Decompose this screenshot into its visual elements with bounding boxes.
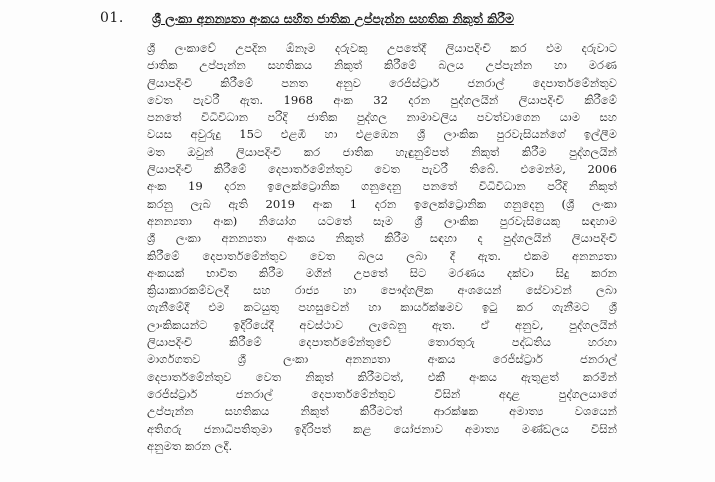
paragraph-line: ලියාපදිංචි කිරීමේ දෙපාර්තමේන්තුව වෙත පැවරී තිබේ. එමෙන්ම, 2006 bbox=[147, 162, 617, 177]
paragraph-line: ශ්‍රී ලංකා අනන්‍යතා අංකය නිකුත් කිරීම සඳහා ද පුද්ගලයින් ලියාපදිංචි bbox=[147, 231, 617, 246]
paragraph-line: රෙජිස්ට්‍රාර් ජනරාල් දෙපාර්තමේන්තුව විසින් අදාළ පුද්ගලයාගේ bbox=[147, 386, 617, 401]
paragraph-line: ගැනීමේදී එම කටයුතු පහසුවෙන් හා කාර්යක්ෂමව ඉටු කර ගැනීමට ශ්‍රී bbox=[147, 300, 617, 315]
paragraph-line: වෙත පැවරී ඇත. 1968 අංක 32 දරන පුද්ගලයින් ලියාපදිංචි කිරීමේ bbox=[147, 92, 617, 107]
paragraph-line: මාර්ගගතව ශ්‍රී ලංකා අනන්‍යතා අංකය රෙජිස්ට්‍රාර් ජනරාල් bbox=[147, 352, 617, 367]
paragraph-line: කරනු ලැබ ඇති 2019 අංක 1 දරන ඉලෙක්ට්‍රොනික ගනුදෙනු (ශ්‍රී ලංකා bbox=[147, 196, 617, 211]
paragraph-line: ලියාපදිංචි කිරීමේ දෙපාර්තමේන්තුවේ තොරතුරු පද්ධතිය හරහා bbox=[147, 335, 617, 350]
paragraph-line: ලාංකිකයන්ට ඉදිරියේදී අවස්ථාව ලැබෙනු ඇත. ඒ අනුව, පුද්ගලයින් bbox=[147, 317, 617, 332]
paragraph-line: අංක 19 දරන ඉලෙක්ට්‍රොනික ගනුදෙනු පනතේ විධිවිධාන පරිදි නිකුත් bbox=[147, 179, 617, 194]
item-title: ශ්‍රී ලංකා අනන්‍යතා අංකය සහිත ජාතික උප්පැන්න සහතික නිකුත් කිරීම bbox=[152, 11, 514, 26]
paragraph-line: ජාතික උප්පැන්න සහතිකය නිකුත් කිරීමේ බලය උප්පැන්න හා මරණ bbox=[147, 58, 617, 73]
item-number: 01. bbox=[100, 10, 124, 26]
item-heading bbox=[100, 10, 660, 34]
paragraph-line: ශ්‍රී ලංකාවේ උපදින ඕනෑම දරුවකු උපතේදී ලියාපදිංචි කර එම දරුවාට bbox=[147, 41, 617, 55]
paragraph-line: දෙපාර්තමේන්තුව වෙත නිකුත් කිරීමටත්, එකී අංකය ඇතුළත් කරමින් bbox=[147, 369, 617, 384]
paragraph-line: කිරීමේ දෙපාර්තමේන්තුව වෙත බලය ලබා දී ඇත. එකම අනන්‍යතා bbox=[147, 248, 617, 263]
body-paragraph bbox=[147, 40, 617, 480]
paragraph-line: ලියාපදිංචි කිරීමේ පනත අනුව රෙජිස්ට්‍රාර් ජනරාල් දෙපාර්තමේන්තුව bbox=[147, 75, 617, 90]
paragraph-line: පනතේ විධිවිධාන පරිදි ජාතික පුද්ගල නාමාවලිය පවත්වාගෙන යාම සහ bbox=[147, 110, 617, 125]
paragraph-line: වයස අවුරුදු 15ට එළඹී හා එළඹෙන ශ්‍රී ලාංකික පුරවැසියන්ගේ ඉල්ලීම bbox=[147, 127, 617, 142]
paragraph-line: ක්‍රියාකාරකම්වලදී සහ රාජ්‍ය හා පෞද්ගලික අංශයෙන් සේවාවන් ලබා bbox=[147, 283, 617, 298]
paragraph-line-last: අනුමත කරන ලදී. bbox=[147, 438, 233, 453]
paragraph-line: උප්පැන්න සහතිකය නිකුත් කිරීමටත් ආරක්ෂක අමාත්‍ය වශයෙන් bbox=[147, 404, 617, 419]
paragraph-line: මත ඔවුන් ලියාපදිංචි කර ජාතික හැඳුනුම්පත් නිකුත් කිරීම පුද්ගලයින් bbox=[147, 144, 617, 159]
paragraph-line: අංකයක් භාවිත කිරීම මගින් උපතේ සිට මරණය දක්වා සිදු කරන bbox=[147, 265, 617, 280]
paragraph-line: අනන්‍යතා අංක) නියෝග යටතේ සෑම ශ්‍රී ලාංකික පුරවැසියෙකු සඳහාම bbox=[147, 213, 617, 228]
paragraph-line: අතිගරු ජනාධිපතිතුමා ඉදිරිපත් කළ යෝජනාව අමාත්‍ය මණ්ඩලය විසින් bbox=[147, 421, 617, 436]
